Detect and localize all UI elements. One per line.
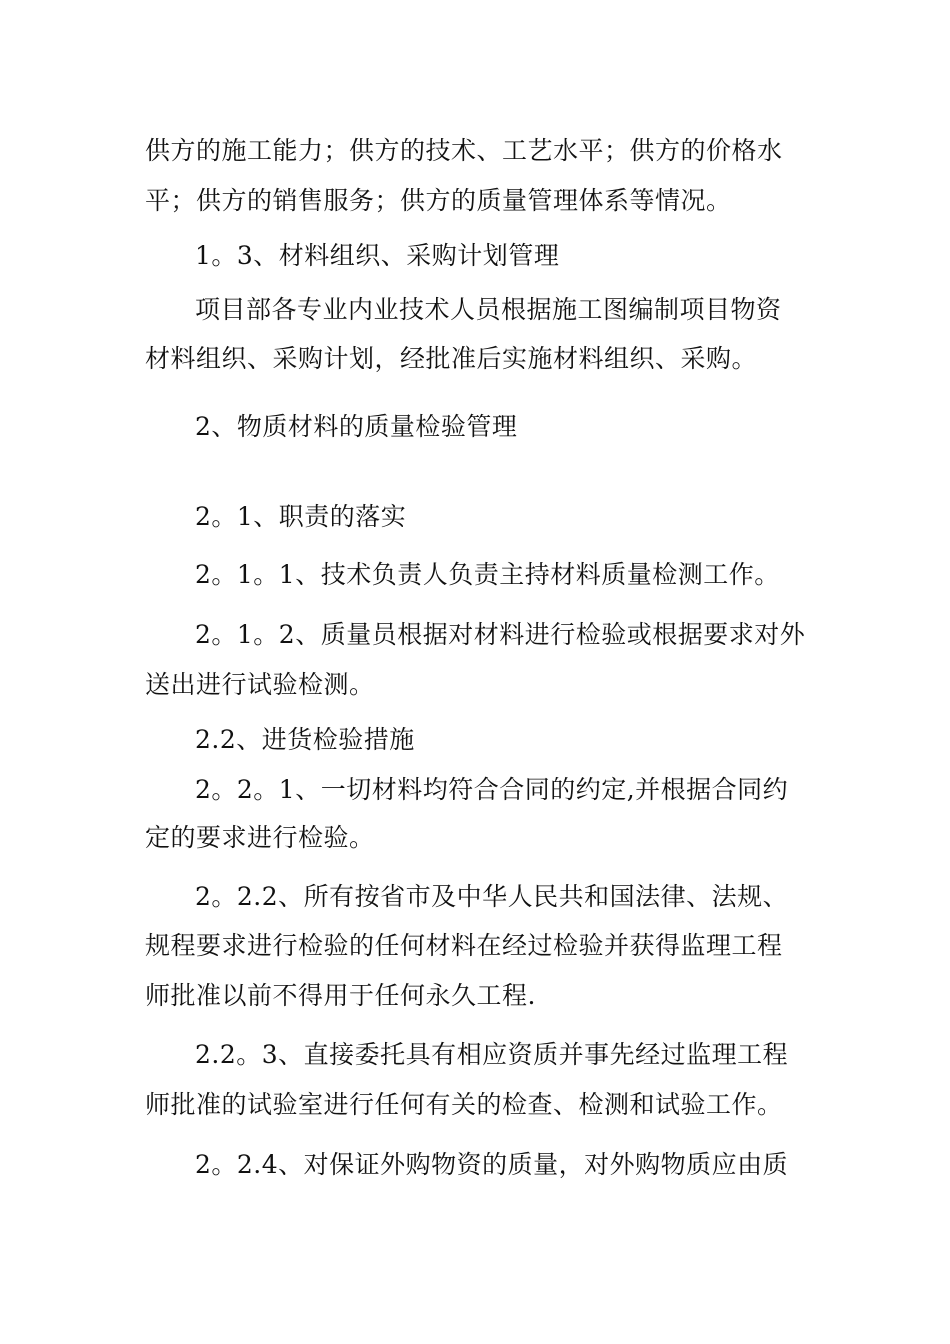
paragraph-line: 送出进行试验检测。 bbox=[145, 670, 375, 699]
paragraph-line: 材料组织、采购计划，经批准后实施材料组织、采购。 bbox=[145, 344, 758, 373]
section-heading: 2。1、职责的落实 bbox=[195, 502, 407, 531]
paragraph-line: 2。1。2、质量员根据对材料进行检验或根据要求对外 bbox=[195, 620, 806, 649]
section-heading: 2、物质材料的质量检验管理 bbox=[195, 412, 518, 441]
section-heading: 2.2、进货检验措施 bbox=[195, 725, 415, 754]
paragraph-line: 规程要求进行检验的任何材料在经过检验并获得监理工程 bbox=[145, 931, 783, 960]
paragraph-line: 2。2.4、对保证外购物资的质量，对外购物质应由质 bbox=[195, 1150, 789, 1179]
paragraph-line: 定的要求进行检验。 bbox=[145, 823, 375, 852]
paragraph-line: 项目部各专业内业技术人员根据施工图编制项目物资 bbox=[195, 295, 782, 324]
paragraph-line: 2.2。3、直接委托具有相应资质并事先经过监理工程 bbox=[195, 1040, 789, 1069]
paragraph-line: 2。2。1、一切材料均符合合同的约定,并根据合同约 bbox=[195, 775, 789, 804]
paragraph-line: 平；供方的销售服务；供方的质量管理体系等情况。 bbox=[145, 186, 732, 215]
paragraph-line: 2。2.2、所有按省市及中华人民共和国法律、法规、 bbox=[195, 882, 789, 911]
paragraph-line: 供方的施工能力；供方的技术、工艺水平；供方的价格水 bbox=[145, 136, 783, 165]
paragraph-line: 师批准的试验室进行任何有关的检查、检测和试验工作。 bbox=[145, 1090, 783, 1119]
section-heading: 1。3、材料组织、采购计划管理 bbox=[195, 241, 560, 270]
paragraph-line: 2。1。1、技术负责人负责主持材料质量检测工作。 bbox=[195, 560, 780, 589]
paragraph-line: 师批准以前不得用于任何永久工程. bbox=[145, 981, 536, 1010]
